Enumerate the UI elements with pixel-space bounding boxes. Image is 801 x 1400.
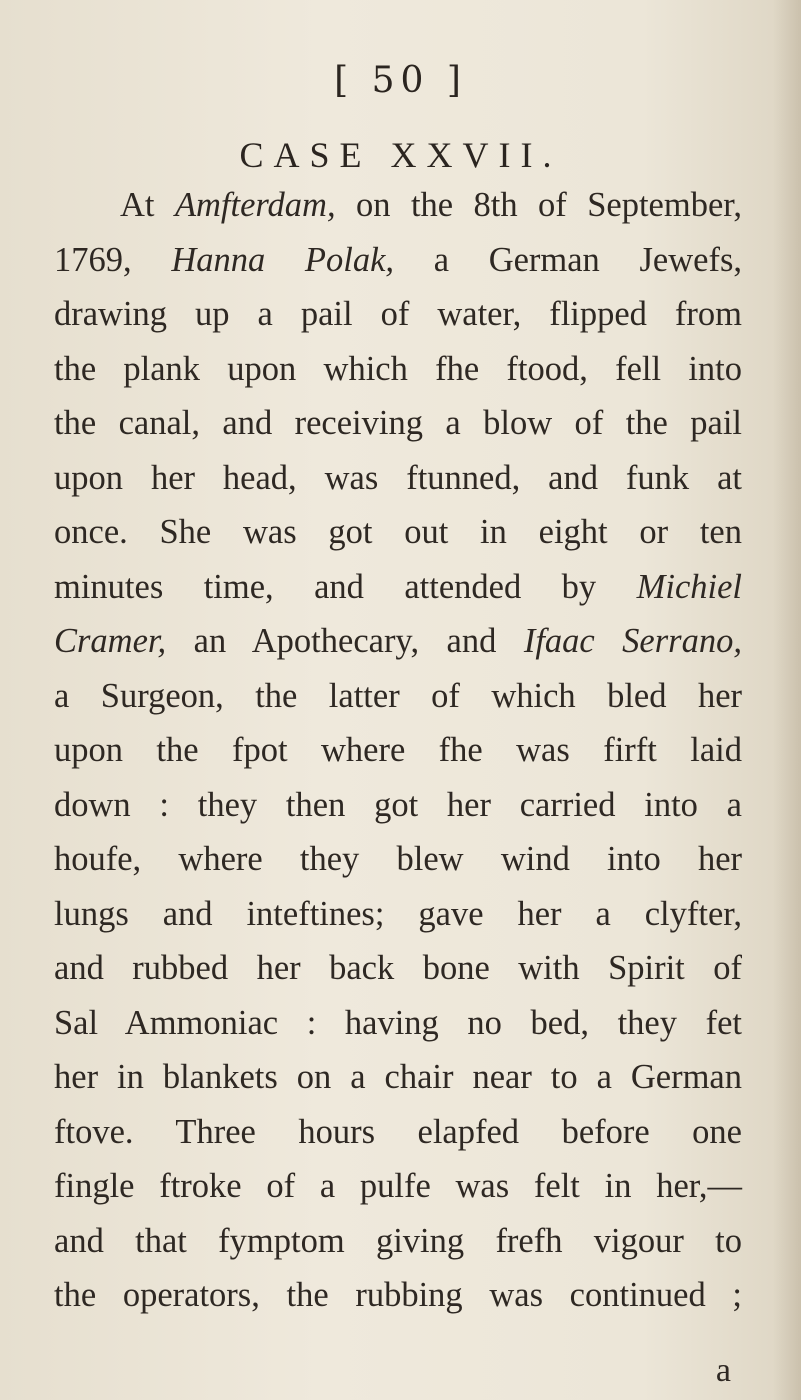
text-line: [54, 1105, 742, 1160]
body-text: [54, 178, 742, 1323]
text-line: [54, 1050, 742, 1105]
text-run: drawing up a pail of water, flipped from: [54, 295, 742, 333]
text-run: on the 8th of September,: [335, 186, 742, 224]
text-run: and that fymptom giving frefh vigour to: [54, 1221, 742, 1260]
text-line: [54, 233, 742, 288]
text-line: [54, 832, 742, 887]
catchword: a: [715, 1352, 731, 1389]
text-run: At: [120, 186, 175, 224]
italic-run: Ifaac Serrano,: [523, 622, 742, 660]
text-run: houfe, where they blew wind into her: [54, 840, 742, 878]
text-run: minutes time, and attended by: [54, 567, 637, 606]
text-line: [54, 396, 742, 451]
text-line: [54, 941, 742, 996]
text-line: [54, 342, 742, 397]
text-run: upon her head, was ftunned, and funk at: [54, 458, 742, 497]
text-run: and rubbed her back bone with Spirit of: [54, 949, 742, 987]
text-run: an Apothecary, and: [166, 622, 524, 660]
text-line: [54, 1268, 742, 1323]
text-line: [54, 287, 742, 342]
case-heading: CASE XXVII.: [239, 135, 562, 175]
text-line: [54, 614, 742, 669]
text-line: [54, 996, 742, 1051]
text-run: down : they then got her carried into a: [54, 785, 742, 824]
text-line: [54, 1159, 742, 1214]
text-run: 1769,: [54, 240, 172, 279]
text-run: a German Jewefs,: [394, 240, 743, 279]
text-run: Sal Ammoniac : having no bed, they fet: [54, 1003, 742, 1042]
page-edge-shadow: [773, 0, 801, 1400]
page-number: [ 50 ]: [334, 60, 467, 101]
italic-run: Amfterdam,: [174, 186, 336, 224]
text-run: her in blankets on a chair near to a German: [54, 1058, 742, 1096]
italic-run: Cramer,: [54, 622, 167, 660]
text-line: [54, 723, 742, 778]
text-run: the operators, the rubbing was continued ;: [54, 1276, 742, 1314]
text-run: fingle ftroke of a pulfe was felt in her,—: [54, 1167, 742, 1205]
text-line: [54, 669, 742, 724]
italic-run: Michiel: [636, 567, 742, 606]
text-run: the plank upon which fhe ftood, fell into: [54, 349, 742, 388]
text-run: the canal, and receiving a blow of the pail: [54, 404, 742, 442]
text-line: [54, 1214, 742, 1269]
text-line: [54, 887, 742, 942]
text-run: lungs and inteftines; gave her a clyfter,: [54, 894, 742, 933]
text-line: [54, 778, 742, 833]
text-run: upon the fpot where fhe was firft laid: [54, 731, 742, 769]
text-line: [54, 505, 742, 560]
italic-run: Hanna Polak,: [171, 240, 395, 279]
text-line: [54, 178, 742, 233]
text-run: ftove. Three hours elapfed before one: [54, 1112, 742, 1151]
text-line: [54, 560, 742, 615]
text-run: once. She was got out in eight or ten: [54, 513, 742, 551]
text-run: a Surgeon, the latter of which bled her: [54, 676, 742, 715]
text-line: [54, 451, 742, 506]
